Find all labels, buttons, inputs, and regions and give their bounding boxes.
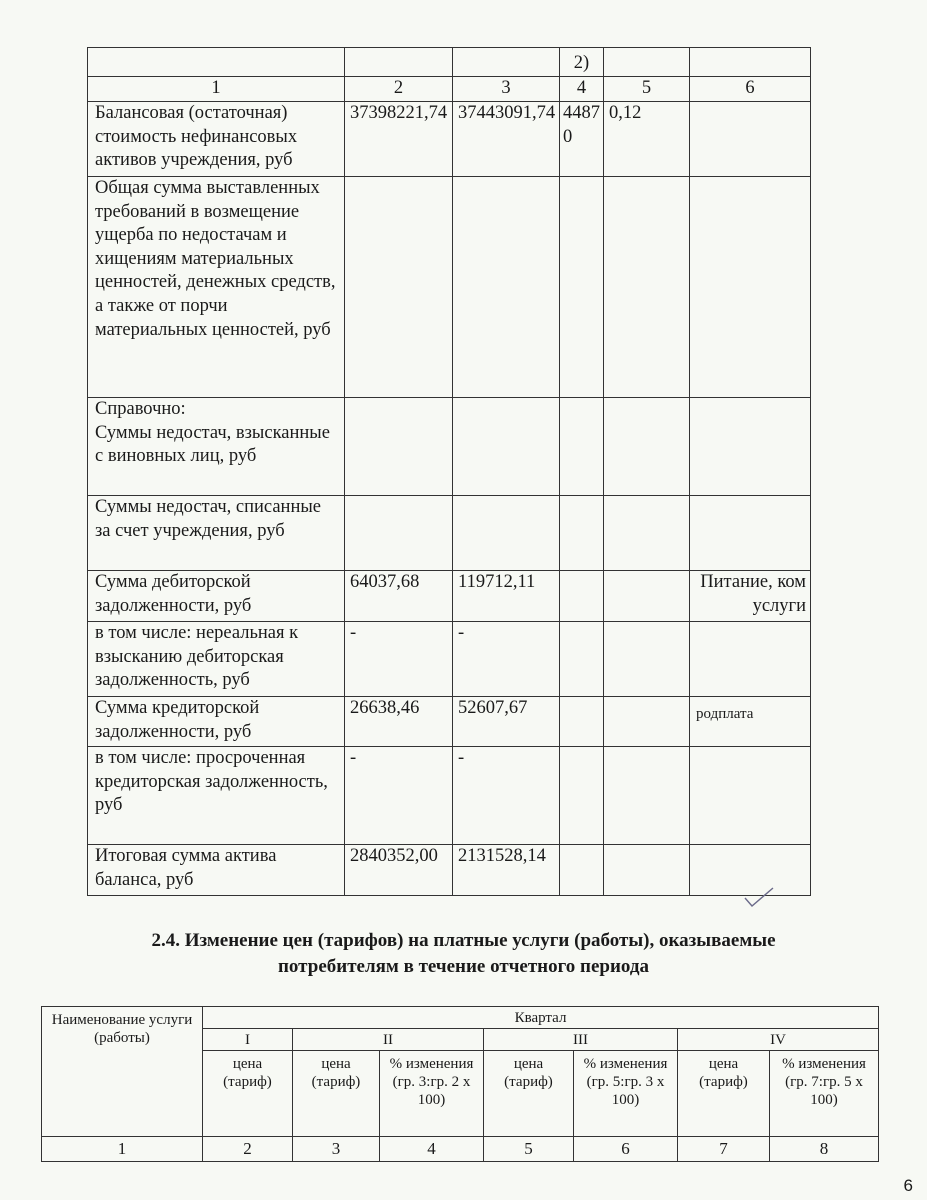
value-cell: [453, 177, 560, 398]
column-number: 7: [678, 1137, 770, 1162]
value-cell: 2131528,14: [453, 845, 560, 896]
price-header: цена (тариф): [484, 1051, 574, 1137]
value-cell: 64037,68: [345, 571, 453, 622]
note-cell: родплата: [690, 697, 811, 747]
value-cell: [604, 177, 690, 398]
table-row: [88, 496, 811, 571]
value-cell: 2840352,00: [345, 845, 453, 896]
value-cell: 26638,46: [345, 697, 453, 747]
section-title-line: потребителям в течение отчетного периода: [277, 956, 649, 977]
table-cell: 2): [560, 48, 604, 77]
table-cell: [88, 48, 345, 77]
price-header: цена (тариф): [203, 1051, 293, 1137]
note-cell: [690, 496, 811, 571]
header-row: [42, 1007, 879, 1029]
value-cell: [604, 398, 690, 496]
quarter-label: IV: [678, 1029, 879, 1051]
value-cell: [560, 747, 604, 845]
table-row: [88, 697, 811, 747]
value-cell: [560, 571, 604, 622]
page-number: 6: [903, 1176, 913, 1195]
value-cell: [560, 622, 604, 697]
value-cell: [604, 571, 690, 622]
value-cell: 44870: [560, 102, 604, 177]
table-row: [88, 398, 811, 496]
value-cell: [345, 398, 453, 496]
row-label: Общая сумма выставленных требований в возмещение ущерба по недостачам и хищениям материальных ценностей, денежных средств, а также от порчи материальных ценностей, руб: [88, 177, 345, 398]
quarter-header: Квартал: [203, 1007, 879, 1029]
percent-change-header: % изменения (гр. 5:гр. 3 х 100): [574, 1051, 678, 1137]
row-label: Справочно: Суммы недостач, взысканные с виновных лиц, руб: [88, 398, 345, 496]
note-cell: [690, 398, 811, 496]
handwritten-checkmark-icon: [743, 886, 775, 910]
table-cell: [604, 48, 690, 77]
value-cell: 0,12: [604, 102, 690, 177]
note-cell: [690, 177, 811, 398]
table-row: [88, 845, 811, 896]
row-label: в том числе: нереальная к взысканию дебиторская задолженность, руб: [88, 622, 345, 697]
row-label: Балансовая (остаточная) стоимость нефинансовых активов учреждения, руб: [88, 102, 345, 177]
value-cell: 52607,67: [453, 697, 560, 747]
value-cell: 119712,11: [453, 571, 560, 622]
column-number: 6: [574, 1137, 678, 1162]
value-cell: [604, 496, 690, 571]
row-label: Суммы недостач, списанные за счет учреждения, руб: [88, 496, 345, 571]
value-cell: 37398221,74: [345, 102, 453, 177]
column-number-row: [42, 1137, 879, 1162]
value-cell: -: [453, 747, 560, 845]
column-number: 5: [484, 1137, 574, 1162]
note-cell: [690, 102, 811, 177]
column-number: 1: [88, 77, 345, 102]
percent-change-header: % изменения (гр. 3:гр. 2 х 100): [380, 1051, 484, 1137]
table-row: [88, 102, 811, 177]
quarter-label: I: [203, 1029, 293, 1051]
column-number: 8: [770, 1137, 879, 1162]
row-label: Сумма кредиторской задолженности, руб: [88, 697, 345, 747]
value-cell: [560, 496, 604, 571]
column-number: 4: [380, 1137, 484, 1162]
price-change-table: [41, 1006, 879, 1162]
value-cell: [560, 697, 604, 747]
value-cell: [345, 177, 453, 398]
quarter-label: II: [293, 1029, 484, 1051]
financial-indicators-table: [87, 47, 811, 896]
section-title-line: 2.4. Изменение цен (тарифов) на платные услуги (работы), оказываемые: [151, 930, 776, 951]
section-title: [0, 928, 927, 980]
column-number: 3: [453, 77, 560, 102]
note-cell: [690, 747, 811, 845]
value-cell: -: [345, 622, 453, 697]
table-row: [88, 622, 811, 697]
value-cell: -: [345, 747, 453, 845]
table-cell: [690, 48, 811, 77]
quarter-label: III: [484, 1029, 678, 1051]
note-cell: Питание, ком услуги: [690, 571, 811, 622]
price-header: цена (тариф): [678, 1051, 770, 1137]
value-cell: [453, 496, 560, 571]
continuation-row: [88, 48, 811, 77]
table-cell: [453, 48, 560, 77]
column-number: 6: [690, 77, 811, 102]
value-cell: [604, 747, 690, 845]
note-cell: [690, 622, 811, 697]
column-number: 5: [604, 77, 690, 102]
column-number-row: [88, 77, 811, 102]
column-number: 2: [345, 77, 453, 102]
value-cell: [560, 177, 604, 398]
value-cell: [560, 845, 604, 896]
service-name-header: Наименование услуги (работы): [42, 1007, 203, 1137]
column-number: 3: [293, 1137, 380, 1162]
table-row: [88, 177, 811, 398]
table-row: [88, 571, 811, 622]
table-cell: [345, 48, 453, 77]
percent-change-header: % изменения (гр. 7:гр. 5 х 100): [770, 1051, 879, 1137]
row-label: в том числе: просроченная кредиторская задолженность, руб: [88, 747, 345, 845]
row-label: Итоговая сумма актива баланса, руб: [88, 845, 345, 896]
value-cell: [604, 622, 690, 697]
value-cell: -: [453, 622, 560, 697]
value-cell: 37443091,74: [453, 102, 560, 177]
value-cell: [604, 845, 690, 896]
column-number: 4: [560, 77, 604, 102]
value-cell: [453, 398, 560, 496]
column-number: 2: [203, 1137, 293, 1162]
price-header: цена (тариф): [293, 1051, 380, 1137]
row-label: Сумма дебиторской задолженности, руб: [88, 571, 345, 622]
value-cell: [560, 398, 604, 496]
column-number: 1: [42, 1137, 203, 1162]
value-cell: [604, 697, 690, 747]
value-cell: [345, 496, 453, 571]
table-row: [88, 747, 811, 845]
